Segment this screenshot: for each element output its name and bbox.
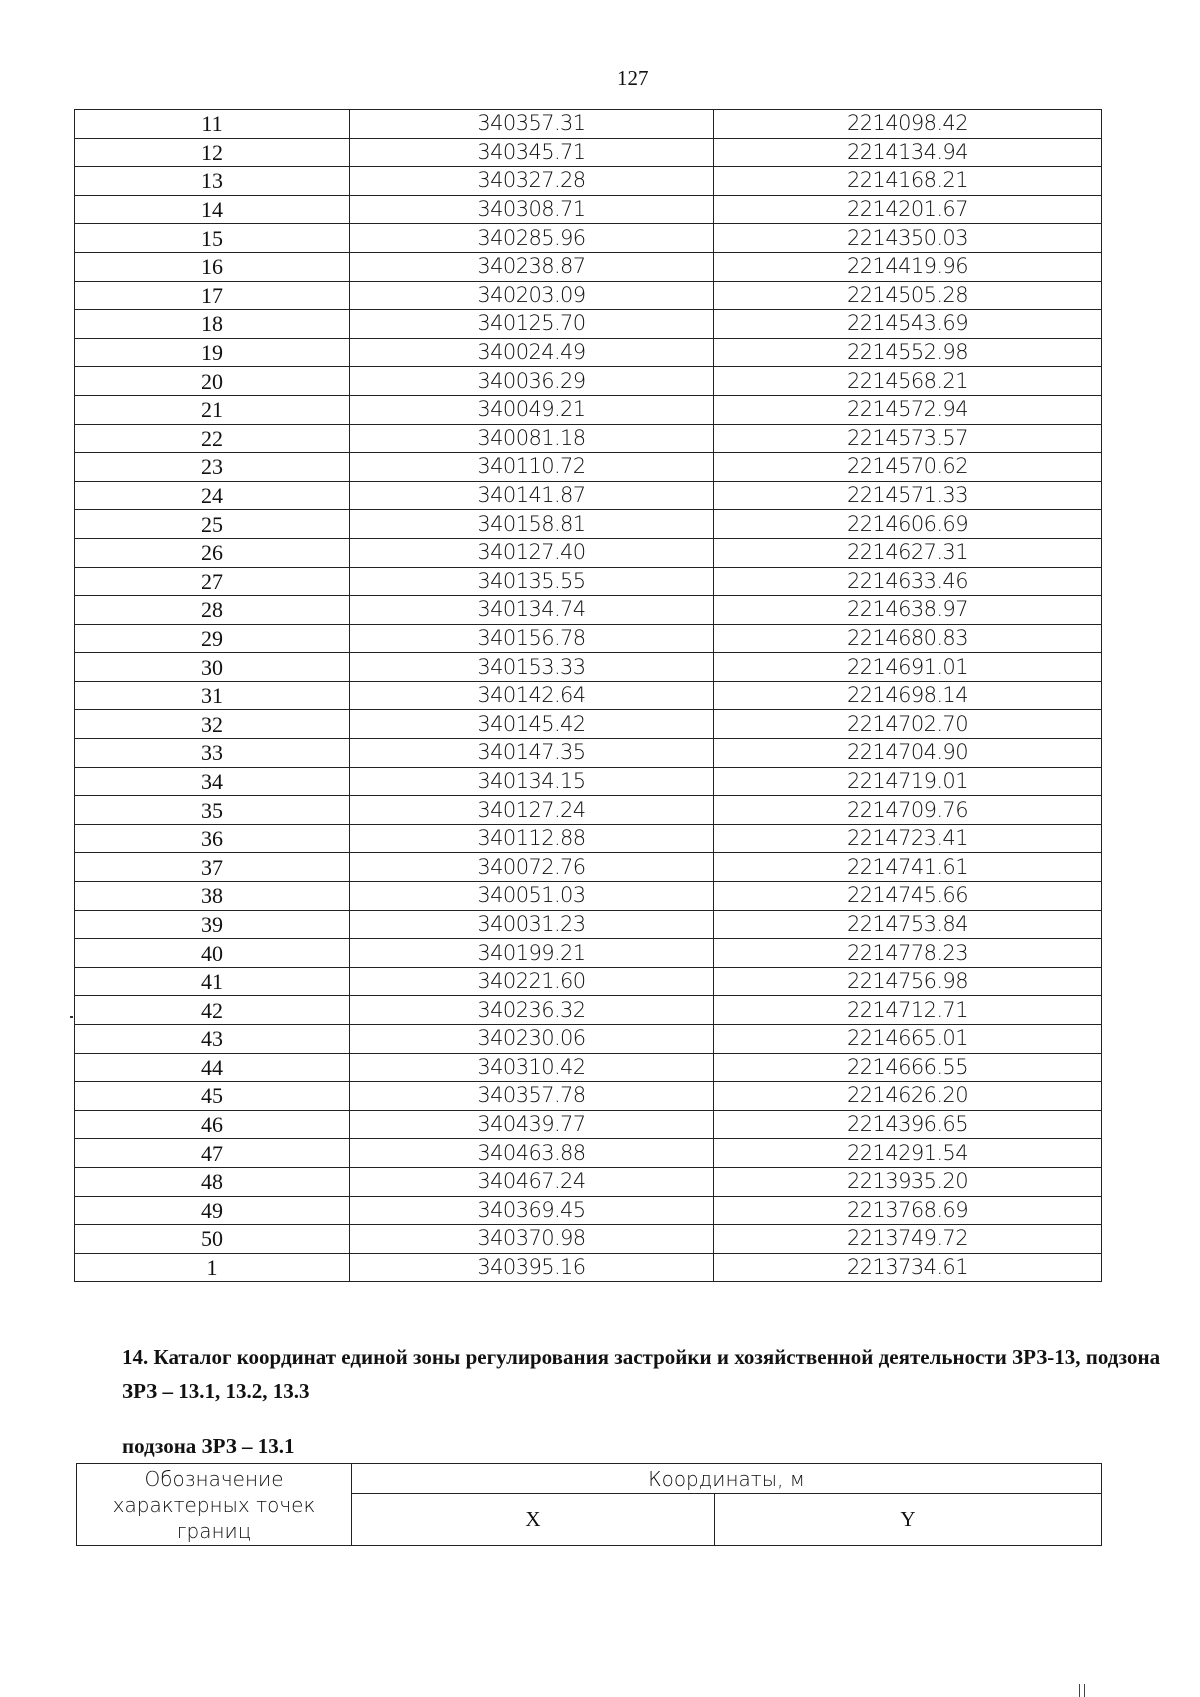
point-number-cell: 42 [75,996,350,1025]
x-coordinate-cell: 340395.16 [350,1253,714,1282]
y-coordinate-cell: 2213768.69 [714,1196,1102,1225]
x-coordinate-cell: 340357.31 [350,110,714,139]
point-number-cell: 38 [75,882,350,911]
point-number-cell: 24 [75,481,350,510]
y-coordinate-cell: 2214396.65 [714,1110,1102,1139]
table-row [75,367,1102,396]
y-coordinate-cell: 2214552.98 [714,338,1102,367]
point-number-cell: 13 [75,167,350,196]
x-coordinate-cell: 340036.29 [350,367,714,396]
y-coordinate-cell: 2214709.76 [714,796,1102,825]
point-number-cell: 22 [75,424,350,453]
x-coordinate-cell: 340238.87 [350,252,714,281]
point-number-cell: 39 [75,910,350,939]
table-row [75,1139,1102,1168]
y-coordinate-cell: 2214419.96 [714,252,1102,281]
x-coordinate-cell: 340134.15 [350,767,714,796]
coordinates-header: Координаты, м [352,1464,1102,1494]
table-row [75,310,1102,339]
x-coordinate-cell: 340049.21 [350,395,714,424]
table-row [75,1225,1102,1254]
x-coordinate-cell: 340199.21 [350,939,714,968]
point-number-cell: 27 [75,567,350,596]
x-coordinate-cell: 340221.60 [350,967,714,996]
x-coordinate-cell: 340081.18 [350,424,714,453]
point-number-cell: 29 [75,624,350,653]
y-coordinate-cell: 2214702.70 [714,710,1102,739]
x-coordinate-cell: 340110.72 [350,453,714,482]
point-number-cell: 23 [75,453,350,482]
x-coordinate-cell: 340439.77 [350,1110,714,1139]
y-column-header: Y [715,1494,1102,1546]
point-number-cell: 16 [75,252,350,281]
x-coordinate-cell: 340024.49 [350,338,714,367]
point-number-cell: 45 [75,1082,350,1111]
point-number-cell: 28 [75,596,350,625]
point-number-cell: 31 [75,681,350,710]
table-row [75,824,1102,853]
y-coordinate-cell: 2214573.57 [714,424,1102,453]
point-number-cell: 35 [75,796,350,825]
point-number-cell: 41 [75,967,350,996]
point-number-cell: 50 [75,1225,350,1254]
x-coordinate-cell: 340051.03 [350,882,714,911]
y-coordinate-cell: 2214606.69 [714,510,1102,539]
table-row [75,939,1102,968]
x-coordinate-cell: 340203.09 [350,281,714,310]
y-coordinate-cell: 2214756.98 [714,967,1102,996]
point-number-cell: 17 [75,281,350,310]
y-coordinate-cell: 2214666.55 [714,1053,1102,1082]
x-coordinate-cell: 340127.40 [350,538,714,567]
table-row [75,138,1102,167]
y-coordinate-cell: 2214350.03 [714,224,1102,253]
x-coordinate-cell: 340230.06 [350,1025,714,1054]
x-coordinate-cell: 340158.81 [350,510,714,539]
x-coordinate-cell: 340285.96 [350,224,714,253]
point-number-cell: 12 [75,138,350,167]
y-coordinate-cell: 2214704.90 [714,739,1102,768]
table-row [75,195,1102,224]
y-coordinate-cell: 2214098.42 [714,110,1102,139]
y-coordinate-cell: 2214543.69 [714,310,1102,339]
x-coordinate-cell: 340125.70 [350,310,714,339]
table-row [75,395,1102,424]
table-row [75,967,1102,996]
x-coordinate-cell: 340327.28 [350,167,714,196]
x-coordinate-cell: 340135.55 [350,567,714,596]
table-row [75,338,1102,367]
table-row [75,1053,1102,1082]
table-row [75,1025,1102,1054]
table-row [75,110,1102,139]
y-coordinate-cell: 2214571.33 [714,481,1102,510]
table-row [75,681,1102,710]
y-coordinate-cell: 2214168.21 [714,167,1102,196]
table-row [75,167,1102,196]
point-number-cell: 33 [75,739,350,768]
coordinates-table [74,109,1102,1282]
point-number-cell: 21 [75,395,350,424]
table-row [75,1110,1102,1139]
y-coordinate-cell: 2214134.94 [714,138,1102,167]
x-coordinate-cell: 340370.98 [350,1225,714,1254]
scan-mark [70,1016,73,1018]
x-coordinate-cell: 340153.33 [350,653,714,682]
table-row [75,882,1102,911]
point-number-cell: 26 [75,538,350,567]
x-coordinate-cell: 340156.78 [350,624,714,653]
point-number-cell: 20 [75,367,350,396]
point-number-cell: 48 [75,1167,350,1196]
x-coordinate-cell: 340463.88 [350,1139,714,1168]
x-coordinate-cell: 340310.42 [350,1053,714,1082]
y-coordinate-cell: 2214570.62 [714,453,1102,482]
point-number-cell: 44 [75,1053,350,1082]
table-row [75,710,1102,739]
subzone-label: подзона ЗРЗ – 13.1 [122,1434,295,1458]
y-coordinate-cell: 2214291.54 [714,1139,1102,1168]
table-row [75,853,1102,882]
scan-mark [1079,1684,1085,1697]
x-coordinate-cell: 340369.45 [350,1196,714,1225]
point-number-cell: 37 [75,853,350,882]
table-row [75,996,1102,1025]
table-row [75,510,1102,539]
point-number-cell: 36 [75,824,350,853]
point-designation-header: Обозначение характерных точек границ [77,1464,352,1546]
y-coordinate-cell: 2214753.84 [714,910,1102,939]
point-number-cell: 15 [75,224,350,253]
table-row [75,653,1102,682]
x-coordinate-cell: 340134.74 [350,596,714,625]
x-coordinate-cell: 340308.71 [350,195,714,224]
point-number-cell: 49 [75,1196,350,1225]
y-coordinate-cell: 2213734.61 [714,1253,1102,1282]
y-coordinate-cell: 2214691.01 [714,653,1102,682]
table-row [75,1196,1102,1225]
y-coordinate-cell: 2213749.72 [714,1225,1102,1254]
y-coordinate-cell: 2214698.14 [714,681,1102,710]
table-row [75,910,1102,939]
x-coordinate-cell: 340345.71 [350,138,714,167]
x-coordinate-cell: 340236.32 [350,996,714,1025]
x-coordinate-cell: 340147.35 [350,739,714,768]
x-coordinate-cell: 340072.76 [350,853,714,882]
point-number-cell: 11 [75,110,350,139]
point-number-cell: 25 [75,510,350,539]
y-coordinate-cell: 2214201.67 [714,195,1102,224]
table-row [75,1253,1102,1282]
point-number-cell: 14 [75,195,350,224]
y-coordinate-cell: 2214638.97 [714,596,1102,625]
point-number-cell: 1 [75,1253,350,1282]
table-row [75,1082,1102,1111]
page-number: 127 [617,66,649,90]
table-row [75,538,1102,567]
x-column-header: X [352,1494,715,1546]
x-coordinate-cell: 340145.42 [350,710,714,739]
point-number-cell: 32 [75,710,350,739]
y-coordinate-cell: 2214712.71 [714,996,1102,1025]
section-heading: 14. Каталог координат единой зоны регулирования застройки и хозяйственной деятельности ЗРЗ-13, подзона ЗРЗ – 13.1, 13.2, 13.3 [122,1345,1161,1403]
point-number-cell: 47 [75,1139,350,1168]
point-number-cell: 34 [75,767,350,796]
x-coordinate-cell: 340141.87 [350,481,714,510]
point-number-cell: 30 [75,653,350,682]
x-coordinate-cell: 340357.78 [350,1082,714,1111]
y-coordinate-cell: 2214572.94 [714,395,1102,424]
table-row [75,624,1102,653]
y-coordinate-cell: 2214741.61 [714,853,1102,882]
x-coordinate-cell: 340031.23 [350,910,714,939]
table-row [75,596,1102,625]
x-coordinate-cell: 340112.88 [350,824,714,853]
point-number-cell: 19 [75,338,350,367]
table-row [75,424,1102,453]
point-number-cell: 18 [75,310,350,339]
table-row [75,796,1102,825]
y-coordinate-cell: 2214633.46 [714,567,1102,596]
table-row [75,481,1102,510]
table-row [75,567,1102,596]
point-number-cell: 43 [75,1025,350,1054]
x-coordinate-cell: 340467.24 [350,1167,714,1196]
point-number-cell: 40 [75,939,350,968]
y-coordinate-cell: 2214665.01 [714,1025,1102,1054]
y-coordinate-cell: 2214505.28 [714,281,1102,310]
y-coordinate-cell: 2213935.20 [714,1167,1102,1196]
y-coordinate-cell: 2214778.23 [714,939,1102,968]
table-row [75,281,1102,310]
table-row [75,739,1102,768]
table-row [75,224,1102,253]
coordinates-table-body [75,110,1102,1282]
table-row [75,252,1102,281]
x-coordinate-cell: 340142.64 [350,681,714,710]
y-coordinate-cell: 2214626.20 [714,1082,1102,1111]
y-coordinate-cell: 2214627.31 [714,538,1102,567]
table-row [75,1167,1102,1196]
y-coordinate-cell: 2214745.66 [714,882,1102,911]
y-coordinate-cell: 2214568.21 [714,367,1102,396]
table-row [75,453,1102,482]
point-number-cell: 46 [75,1110,350,1139]
x-coordinate-cell: 340127.24 [350,796,714,825]
y-coordinate-cell: 2214680.83 [714,624,1102,653]
y-coordinate-cell: 2214723.41 [714,824,1102,853]
table-row [75,767,1102,796]
y-coordinate-cell: 2214719.01 [714,767,1102,796]
subzone-header-table [76,1463,1102,1546]
